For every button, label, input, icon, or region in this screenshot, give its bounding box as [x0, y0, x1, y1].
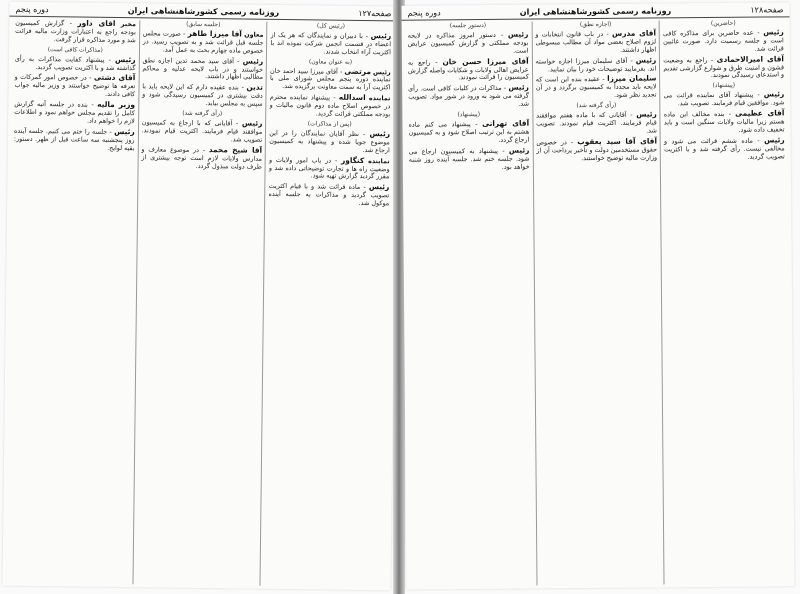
- text-columns: [402, 17, 795, 586]
- entry-text: پیشنهاد نماینده محترم در خصوص اصلاح ماده دوم قانون مالیات و بودجه مملکتی قرائت گردید.: [269, 93, 391, 119]
- speaker-role: مخبر: [120, 20, 137, 29]
- text-column: [532, 20, 665, 585]
- speaker-name: رئیس: [242, 56, 264, 66]
- speaker-entry: (دستور جلسه) رئیس - دستور امروز مذاکره در لایحه بودجه مملکتی و گزارش کمیسیون عرایض است.: [407, 21, 529, 55]
- speaker-entry: (حاضرین) رئیس - عده حاضرین برای مذاکره کافی است و جلسه رسمیت دارد. صورت غائبین قرائت شد.: [663, 19, 784, 53]
- text-columns: [2, 17, 397, 588]
- speaker-entry: رئیس - جلسه را ختم می کنیم. جلسه آینده روز پنجشنبه سه ساعت قبل از ظهر. دستور: بقیه لوایح.: [13, 126, 135, 152]
- speaker-name: رئیس: [370, 30, 392, 41]
- entry-text: در باب قانون انتخابات و لزوم اصلاح بعضی مواد آن مطالب مبسوطی اظهار داشتند.: [535, 29, 657, 54]
- speaker-name: تدین: [246, 82, 263, 93]
- entry-text: آقای سید محمد تدین اجازه نطق خواستند و در باب لایحه عدلیه و محاکم مطالبی اظهار داشتند.: [142, 55, 264, 82]
- speaker-name: رئیس: [508, 82, 529, 93]
- entry-text: بنده عقیده دارم که این لایحه باید با دقت بیشتری در کمیسیون رسیدگی شود و سپس به مجلس بیاید.: [142, 82, 263, 108]
- speaker-name: رئیس: [763, 89, 785, 99]
- speaker-name: وزیر مالیه: [97, 99, 136, 110]
- entry-note: (مذاکرات کافی است): [47, 45, 103, 54]
- speaker-entry: (رئیس کل) رئیس - با دبیران و نمایندگان که هر یک از اعضاء در قسمت انجمن شرکت نموده اند با اکثریت آراء انتخاب شدند.: [270, 22, 392, 57]
- speaker-entry: (پیشنهاد) آقای تهرانی - پیشنهاد می کنم ماده هشتم به این ترتیب اصلاح شود و به کمیسیون ارجاع گردد.: [408, 111, 530, 144]
- speaker-name: رئیس: [507, 29, 529, 39]
- speaker-entry: سلیمان میرزا - عقیده بنده این است که لایحه باید مجدداً به کمیسیون برگردد و در آن تجدید نظر شود.: [535, 73, 657, 100]
- entry-text: عقیده بنده این است که لایحه باید مجدداً به کمیسیون برگردد و در آن تجدید نظر شود.: [535, 75, 657, 100]
- entry-note: (رأی گرفته شد): [576, 101, 617, 110]
- speaker-entry: (جلسه سابق) معاون آقا میرزا طاهر - صورت مجلس جلسه قبل قرائت شد و به تصویب رسید. در خصوص ماده چهارم بحث به عمل آمد.: [142, 20, 264, 55]
- entry-note: (به عنوان معاون): [308, 57, 353, 66]
- speaker-role: رئیس: [372, 67, 391, 76]
- entry-text: نظر آقایان نمایندگان را در این موضوع جویا شده و پیشنهاد به کمیسیون ارجاع شد.: [269, 128, 390, 154]
- text-column: [133, 20, 268, 586]
- speaker-entry: رئیس - آقای سید محمد تدین اجازه نطق خواستند و در باب لایحه عدلیه و محاکم مطالبی اظهار داشتند.: [142, 55, 264, 82]
- speaker-role: معاون: [244, 30, 264, 39]
- speaker-role: نماینده: [368, 94, 391, 103]
- entry-text: جلسه را ختم می کنیم. جلسه آینده روز پنجشنبه سه ساعت قبل از ظهر. دستور: بقیه لوایح.: [13, 126, 135, 152]
- speaker-entry: رئیس - پیشنهاد به کمیسیون ارجاع می شود. جلسه ختم شد. جلسه آینده روز شنبه خواهد بود.: [408, 145, 530, 171]
- entry-text: آقایانی که با ماده هفتم موافقند قیام فرمایند. اکثریت قیام نمودند. تصویب شد.: [536, 110, 657, 135]
- speaker-name: رئیس: [636, 109, 657, 119]
- speaker-entry: رئیس - آقای سلیمان میرزا اجازه خواسته اند. بفرمایید توضیحات خود را بیان نمایید.: [535, 55, 657, 73]
- speaker-entry: رئیس - ماده قرائت شد و با قیام اکثریت تصویب گردید و مذاکرات به جلسه آینده موکول شد.: [268, 182, 390, 208]
- newspaper-title: روزنامه رسمی کشورشاهنشاهی ایران: [519, 5, 672, 17]
- speaker-name: آقای عظیمی: [735, 108, 785, 118]
- speaker-name: آقای دشتی: [93, 73, 136, 83]
- speaker-name: رئیس: [635, 55, 657, 65]
- speaker-entry: رئیس - مذاکرات در کلیات کافی است. رأی گرفته می شود به ورود در شور مواد. تصویب شد.: [408, 82, 530, 108]
- speaker-name: اسدالله: [338, 92, 366, 103]
- entry-text: پیشنهاد به کمیسیون ارجاع می شود. جلسه ختم شد. جلسه آینده روز شنبه خواهد بود.: [408, 146, 530, 171]
- entry-text: در موضوع معارف و مدارس ولایات لازم است توجه بیشتری از طرف دولت مبذول گردد.: [141, 144, 263, 171]
- text-column: [5, 19, 140, 585]
- speaker-entry: وزیر مالیه - بنده در جلسه آتیه گزارش کامل را تقدیم مجلس خواهم نمود و اطلاعات لازم را خواهم داد.: [14, 99, 136, 126]
- entry-text: با دبیران و نمایندگان که هر یک از اعضاء در قسمت انجمن شرکت نموده اند با اکثریت آراء انتخاب شدند.: [270, 30, 392, 57]
- entry-text: بنده مخالف این ماده هستم زیرا مالیات ولایات سنگین است و باید تخفیف داده شود.: [663, 109, 785, 134]
- speaker-entry: (رأی گرفته شد) رئیس - آقایانی که با ارجاع به کمیسیون موافقند قیام فرمایند. اکثریت قیام نمودند. تصویب شد.: [141, 109, 263, 144]
- entry-text: ماده ششم قرائت می شود و مخالفی نیست. رأی گرفته شد و با اکثریت تصویب گردید.: [663, 136, 785, 161]
- entry-text: پیشنهاد آقای نماینده قرائت می شود. موافقین قیام فرمایند. تصویب شد.: [663, 90, 785, 108]
- entry-text: در خصوص حقوق مستخدمین دولت و تأخیر پرداخت آن از وزارت مالیه توضیح خواستند.: [536, 138, 658, 162]
- speaker-name: آقای امیرالاحمادی: [716, 53, 784, 64]
- speaker-entry: (اجازه نطق) آقای مدرس - در باب قانون انتخابات و لزوم اصلاح بعضی مواد آن مطالب مبسوطی اظهار داشتند.: [535, 20, 657, 54]
- speaker-entry: مخبر آقای داور - گزارش کمیسیون بودجه راجع به اعتبارات وزارت مالیه قرائت شد و مورد مذاکره قرار گرفت.: [15, 18, 137, 45]
- speaker-entry: رئیس - ماده ششم قرائت می شود و مخالفی نیست. رأی گرفته شد و با اکثریت تصویب گردید.: [663, 135, 785, 161]
- speaker-entry: (پیشنهاد) رئیس - پیشنهاد آقای نماینده قرائت می شود. موافقین قیام فرمایند. تصویب شد.: [663, 82, 785, 108]
- speaker-entry: آقای امیرالاحمادی - راجع به وضعیت قشون و امنیت طرق و شوارع گزارشی تقدیم و استدعای رسیدگی نمودند.: [663, 53, 785, 80]
- speaker-entry: آقای عظیمی - بنده مخالف این ماده هستم زیرا مالیات ولایات سنگین است و باید تخفیف داده شود.: [663, 108, 785, 134]
- entry-text: راجع به عرایض اهالی ولایات و شکایات واصله گزارش کمیسیون را قرائت نمودند.: [407, 58, 529, 82]
- entry-text: در باب امور ولایات و وضعیت راه ها و تجارت توضیحاتی داده شد و مقرر گردید گزارش تهیه شود.: [268, 155, 390, 181]
- speaker-name: کنگاور: [340, 155, 365, 165]
- speaker-entry: تدین - بنده عقیده دارم که این لایحه باید با دقت بیشتری در کمیسیون رسیدگی شود و سپس به مجلس بیاید.: [142, 82, 263, 108]
- speaker-entry: (به عنوان معاون) رئیس مرتضی - آقای میرزا سید احمد خان نماینده دوره پنجم مجلس شورای ملی با اکثریت آرا به سمت معاونت برگزیده شد.: [269, 57, 391, 92]
- speaker-name: رئیس: [763, 27, 784, 37]
- text-column: [405, 22, 538, 587]
- speaker-name: آقای داور: [77, 18, 116, 28]
- entry-text: راجع به وضعیت قشون و امنیت طرق و شوارع گزارشی تقدیم و استدعای رسیدگی نمودند.: [663, 55, 785, 80]
- speaker-entry: (مذاکرات کافی است) رئیس - پیشنهاد کفایت مذاکرات به رأی گذاشته شد و با اکثریت تصویب گردید.: [14, 45, 136, 72]
- speaker-name: آقای آقا سید یعقوب: [577, 136, 658, 146]
- page-number: صفحه۱۲۸: [750, 4, 784, 15]
- left-page: [2, 2, 397, 591]
- speaker-role: نماینده: [368, 156, 390, 165]
- entry-note: (حاضرین): [710, 19, 736, 28]
- session-period: دوره پنجم: [407, 7, 441, 18]
- entry-text: آقایانی که با ارجاع به کمیسیون موافقند قیام فرمایند. اکثریت قیام نمودند. تصویب شد.: [141, 118, 263, 144]
- page-number: صفحه۱۲۷: [358, 8, 392, 18]
- right-page: [401, 2, 794, 589]
- entry-text: مذاکرات در کلیات کافی است. رأی گرفته می شود به ورود در شور مواد. تصویب شد.: [408, 84, 530, 108]
- entry-text: ماده قرائت شد و با قیام اکثریت تصویب گردید و مذاکرات به جلسه آینده موکول شد.: [268, 182, 390, 208]
- speaker-name: رئیس: [368, 182, 390, 192]
- entry-note: (رأی گرفته شد): [182, 109, 223, 118]
- speaker-entry: آقای دشتی - در خصوص امور گمرکات و تعرفه ها توضیح خواستند و وزیر مالیه جواب کافی دادند.: [14, 73, 136, 99]
- speaker-name: رئیس: [508, 145, 530, 155]
- entry-note: (پیشنهاد): [712, 82, 736, 90]
- speaker-name: رئیس: [241, 118, 263, 128]
- speaker-name: آقا میرزا طاهر: [187, 28, 242, 39]
- session-period: دوره پنجم: [15, 4, 49, 14]
- speaker-name: رئیس: [369, 128, 391, 139]
- speaker-entry: آقا شیخ محمد - در موضوع معارف و مدارس ولایات لازم است توجه بیشتری از طرف دولت مبذول گردد.: [141, 144, 263, 171]
- entry-text: آقای میرزا سید احمد خان نماینده دوره پنجم مجلس شورای ملی با اکثریت آرا به سمت معاونت برگزیده شد.: [269, 66, 391, 92]
- newspaper-title: روزنامه رسمی کشورشاهنشاهی ایران: [127, 5, 280, 17]
- speaker-name: آقا شیخ محمد: [208, 144, 263, 155]
- text-column: [261, 22, 395, 588]
- entry-note: (دستور جلسه): [449, 21, 487, 30]
- entry-note: (رئیس کل): [316, 22, 346, 30]
- entry-text: آقای سلیمان میرزا اجازه خواسته اند. بفرمایید توضیحات خود را بیان نمایید.: [535, 56, 657, 73]
- entry-text: پیشنهاد کفایت مذاکرات به رأی گذاشته شد و با اکثریت تصویب گردید.: [14, 54, 136, 72]
- entry-text: دستور امروز مذاکره در لایحه بودجه مملکتی و گزارش کمیسیون عرایض است.: [407, 30, 529, 55]
- entry-text: در خصوص امور گمرکات و تعرفه ها توضیح خواستند و وزیر مالیه جواب کافی دادند.: [14, 73, 136, 99]
- speaker-name: آقای میرزا حسن خان: [442, 56, 529, 66]
- entry-text: صورت مجلس جلسه قبل قرائت شد و به تصویب رسید. در خصوص ماده چهارم بحث به عمل آمد.: [142, 29, 264, 55]
- speaker-name: آقای تهرانی: [482, 118, 530, 128]
- entry-text: گزارش کمیسیون بودجه راجع به اعتبارات وزارت مالیه قرائت شد و مورد مذاکره قرار گرفت.: [15, 18, 136, 45]
- speaker-name: آقای مدرس: [611, 28, 657, 38]
- entry-note: (پس از مذاکرات): [307, 120, 352, 128]
- entry-note: (اجازه نطق): [579, 20, 612, 29]
- speaker-entry: نماینده کنگاور - در باب امور ولایات و وضعیت راه ها و تجارت توضیحاتی داده شد و مقرر گردید گزارش تهیه شود.: [268, 155, 390, 181]
- speaker-name: رئیس: [114, 126, 135, 137]
- entry-note: (پیشنهاد): [457, 111, 481, 119]
- text-column: [660, 19, 792, 584]
- speaker-entry: آقای میرزا حسن خان - راجع به عرایض اهالی ولایات و شکایات واصله گزارش کمیسیون را قرائت نمودند.: [407, 56, 529, 82]
- speaker-entry: آقای آقا سید یعقوب - در خصوص حقوق مستخدمین دولت و تأخیر پرداخت آن از وزارت مالیه توضیح خواستند.: [536, 136, 658, 162]
- speaker-entry: (رأی گرفته شد) رئیس - آقایانی که با ماده هفتم موافقند قیام فرمایند. اکثریت قیام نمودند. تصویب شد.: [536, 101, 657, 135]
- speaker-name: رئیس: [764, 135, 785, 145]
- entry-text: پیشنهاد می کنم ماده هشتم به این ترتیب اصلاح شود و به کمیسیون ارجاع گردد.: [408, 120, 530, 144]
- entry-text: عده حاضرین برای مذاکره کافی است و جلسه رسمیت دارد. صورت غائبین قرائت شد.: [663, 28, 784, 53]
- entry-text: بنده در جلسه آتیه گزارش کامل را تقدیم مجلس خواهم نمود و اطلاعات لازم را خواهم داد.: [14, 99, 135, 126]
- speaker-name: مرتضی: [344, 66, 372, 76]
- speaker-name: سلیمان میرزا: [607, 73, 657, 84]
- speaker-name: رئیس: [114, 54, 136, 64]
- speaker-entry: نماینده اسدالله - پیشنهاد نماینده محترم در خصوص اصلاح ماده دوم قانون مالیات و بودجه مملکتی قرائت گردید.: [269, 92, 391, 119]
- entry-note: (جلسه سابق): [186, 20, 221, 29]
- speaker-entry: (پس از مذاکرات) رئیس - نظر آقایان نمایندگان را در این موضوع جویا شده و پیشنهاد به کمیسیون ارجاع شد.: [269, 120, 391, 154]
